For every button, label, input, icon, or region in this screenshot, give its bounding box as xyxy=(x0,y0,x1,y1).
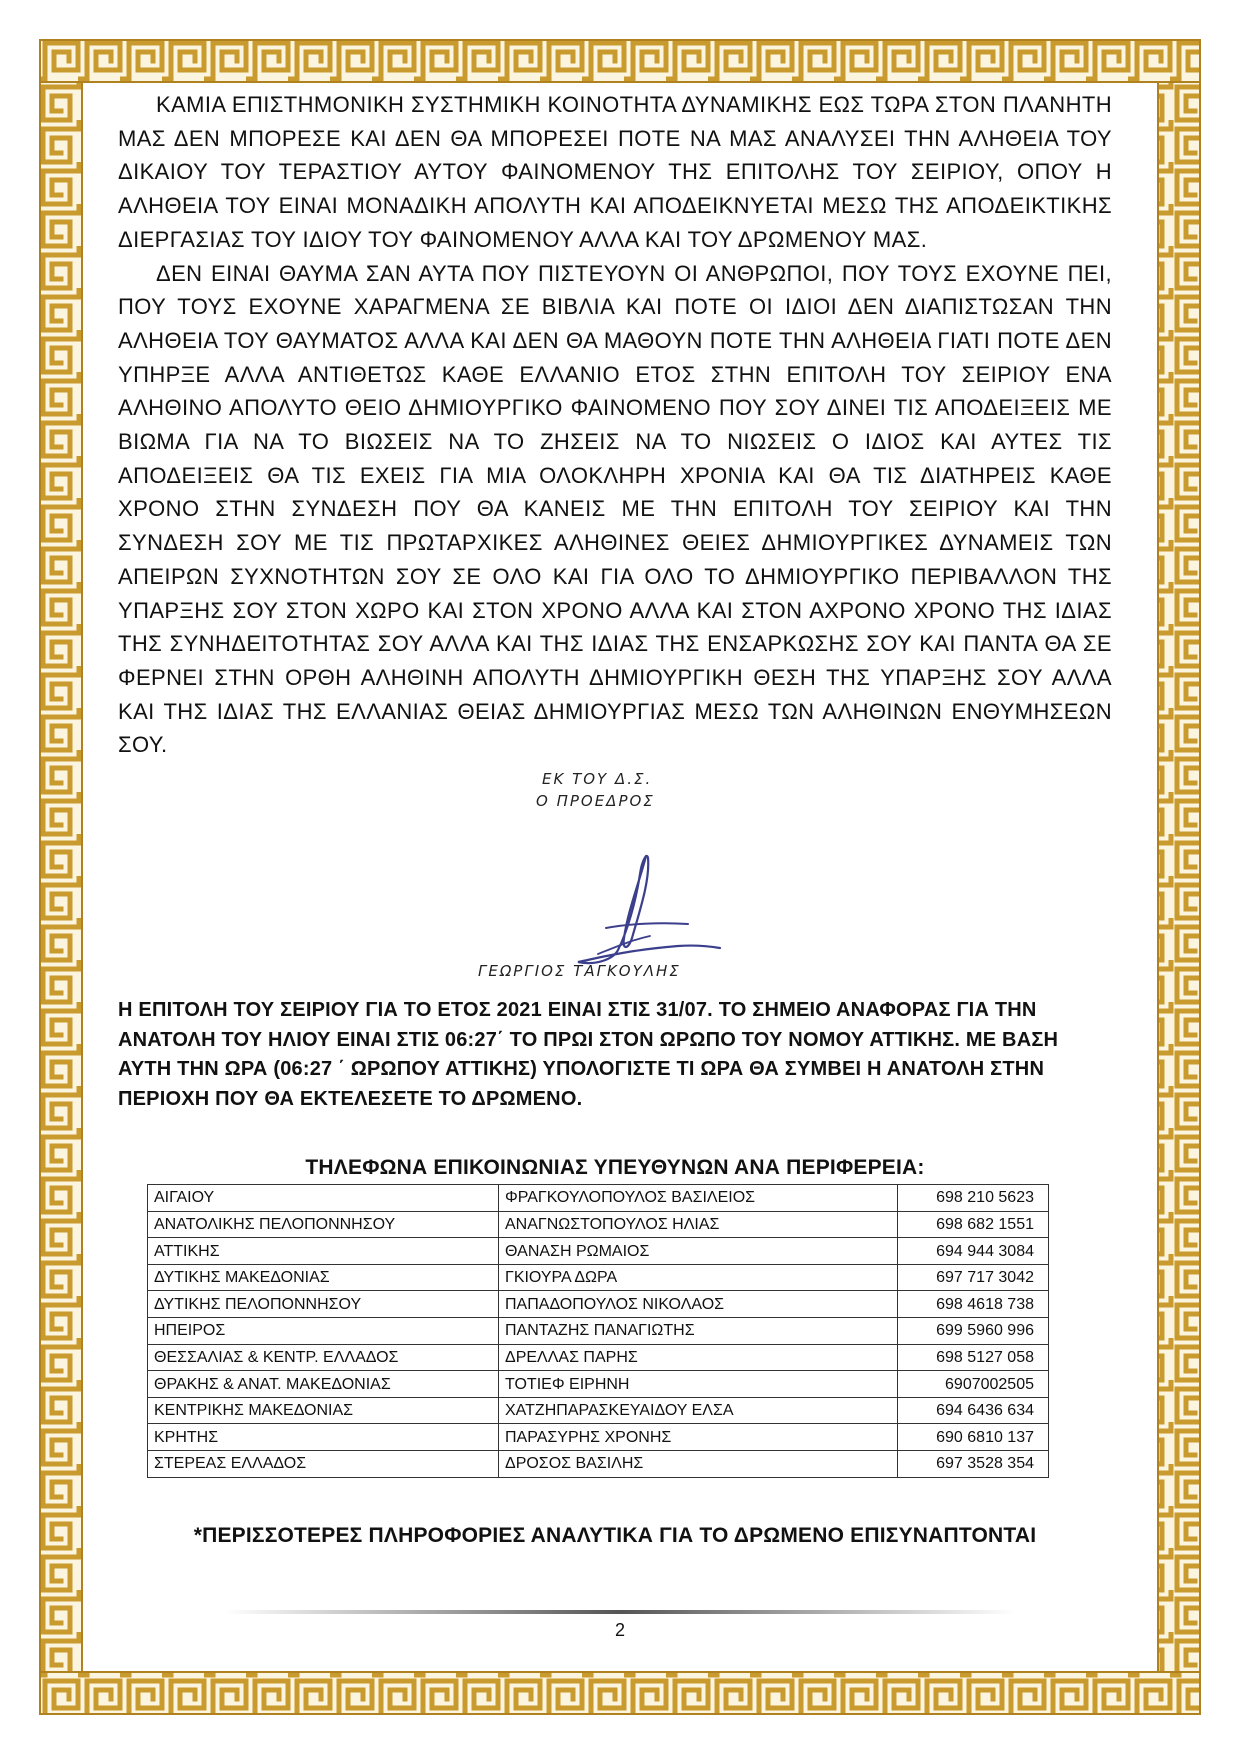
contacts-table-title: ΤΗΛΕΦΩΝΑ ΕΠΙΚΟΙΝΩΝΙΑΣ ΥΠΕΥΘΥΝΩΝ ΑΝΑ ΠΕΡΙΦΕΡΕΙΑ: xyxy=(305,1156,925,1180)
handwritten-signature xyxy=(558,850,728,970)
table-row xyxy=(148,1185,1049,1212)
phone-cell: 698 682 1551 xyxy=(898,1211,1049,1238)
body-paragraph-1: ΚΑΜΙΑ ΕΠΙΣΤΗΜΟΝΙΚΗ ΣΥΣΤΗΜΙΚΗ ΚΟΙΝΟΤΗΤΑ ΔΥΝΑΜΙΚΗΣ ΕΩΣ ΤΩΡΑ ΣΤΟΝ ΠΛΑΝΗΤΗ ΜΑΣ ΔΕΝ ΜΠΟΡΕΣΕ ΚΑΙ ΔΕΝ ΘΑ ΜΠΟΡΕΣΕΙ ΠΟΤΕ ΝΑ ΜΑΣ ΑΝΑΛΥΣΕΙ ΤΗΝ ΑΛΗΘΕΙΑ ΤΟΥ ΔΙΚΑΙΟΥ ΤΟΥ ΤΕΡΑΣΤΙΟΥ ΑΥΤΟΥ ΦΑΙΝΟΜΕΝΟΥ ΤΗΣ ΕΠΙΤΟΛΗΣ ΤΟΥ ΣΕΙΡΙΟΥ, ΟΠΟΥ Η ΑΛΗΘΕΙΑ ΤΟΥ ΕΙΝΑΙ ΜΟΝΑΔΙΚΗ ΑΠΟΛΥΤΗ ΚΑΙ ΑΠΟΔΕΙΚΝΥΕΤΑΙ ΜΕΣΩ ΤΗΣ ΑΠΟΔΕΙΚΤΙΚΗΣ ΔΙΕΡΓΑΣΙΑΣ ΤΟΥ ΙΔΙΟΥ ΤΟΥ ΦΑΙΝΟΜΕΝΟΥ ΑΛΛΑ ΚΑΙ ΤΟΥ ΔΡΩΜΕΝΟΥ ΜΑΣ. xyxy=(118,92,1112,252)
sunrise-notice: Η ΕΠΙΤΟΛΗ ΤΟΥ ΣΕΙΡΙΟΥ ΓΙΑ ΤΟ ΕΤΟΣ 2021 ΕΙΝΑΙ ΣΤΙΣ 31/07. ΤΟ ΣΗΜΕΙΟ ΑΝΑΦΟΡΑΣ ΓΙΑ ΤΗΝ ΑΝΑΤΟΛΗ ΤΟΥ ΗΛΙΟΥ ΕΙΝΑΙ ΣΤΙΣ 06:27΄ ΤΟ ΠΡΩΙ ΣΤΟΝ ΩΡΩΠΟ ΤΟΥ ΝΟΜΟΥ ΑΤΤΙΚΗΣ. ΜΕ ΒΑΣΗ ΑΥΤΗ ΤΗΝ ΩΡΑ (06:27 ΄ ΩΡΩΠΟΥ ΑΤΤΙΚΗΣ) ΥΠΟΛΟΓΙΣΤΕ ΤΙ ΩΡΑ ΘΑ ΣΥΜΒΕΙ Η ΑΝΑΤΟΛΗ ΣΤΗΝ ΠΕΡΙΟΧΗ ΠΟΥ ΘΑ ΕΚΤΕΛΕΣΕΤΕ ΤΟ ΔΡΩΜΕΝΟ. xyxy=(118,999,1059,1110)
person-cell: ΠΑΠΑΔΟΠΟΥΛΟΣ ΝΙΚΟΛΑΟΣ xyxy=(499,1291,898,1318)
person-cell: ΓΚΙΟΥΡΑ ΔΩΡΑ xyxy=(499,1264,898,1291)
table-row xyxy=(148,1371,1049,1398)
person-cell: ΑΝΑΓΝΩΣΤΟΠΟΥΛΟΣ ΗΛΙΑΣ xyxy=(499,1211,898,1238)
table-row xyxy=(148,1424,1049,1451)
person-cell: ΧΑΤΖΗΠΑΡΑΣΚΕΥΑΙΔΟΥ ΕΛΣΑ xyxy=(499,1397,898,1424)
region-cell: ΣΤΕΡΕΑΣ ΕΛΛΑΔΟΣ xyxy=(148,1451,499,1478)
phone-cell: 699 5960 996 xyxy=(898,1318,1049,1345)
person-cell: ΤΟΤΙΕΦ ΕΙΡΗΝΗ xyxy=(499,1371,898,1398)
table-row xyxy=(148,1264,1049,1291)
region-cell: ΘΡΑΚΗΣ & ΑΝΑΤ. ΜΑΚΕΔΟΝΙΑΣ xyxy=(148,1371,499,1398)
signature-name: ΓΕΩΡΓΙΟΣ ΤΑΓΚΟΥΛΗΣ xyxy=(478,962,681,981)
phone-cell: 694 6436 634 xyxy=(898,1397,1049,1424)
footer-divider xyxy=(225,1610,1015,1614)
attachments-footnote: *ΠΕΡΙΣΣΟΤΕΡΕΣ ΠΛΗΡΟΦΟΡΙΕΣ ΑΝΑΛΥΤΙΚΑ ΓΙΑ ΤΟ ΔΡΩΜΕΝΟ ΕΠΙΣΥΝΑΠΤΟΝΤΑΙ xyxy=(193,1523,1037,1547)
region-cell: ΗΠΕΙΡΟΣ xyxy=(148,1318,499,1345)
phone-cell: 697 3528 354 xyxy=(898,1451,1049,1478)
region-cell: ΑΙΓΑΙΟΥ xyxy=(148,1185,499,1212)
phone-cell: 694 944 3084 xyxy=(898,1238,1049,1265)
phone-cell: 698 210 5623 xyxy=(898,1185,1049,1212)
person-cell: ΘΑΝΑΣΗ ΡΩΜΑΙΟΣ xyxy=(499,1238,898,1265)
table-row xyxy=(148,1291,1049,1318)
person-cell: ΔΡΕΛΛΑΣ ΠΑΡΗΣ xyxy=(499,1344,898,1371)
table-row xyxy=(148,1211,1049,1238)
signature-header-line2: Ο ΠΡΟΕΔΡΟΣ xyxy=(536,792,655,811)
signature-block xyxy=(118,762,1112,994)
phone-cell: 698 4618 738 xyxy=(898,1291,1049,1318)
phone-cell: 697 717 3042 xyxy=(898,1264,1049,1291)
page-number: 2 xyxy=(614,1620,625,1640)
region-cell: ΔΥΤΙΚΗΣ ΜΑΚΕΔΟΝΙΑΣ xyxy=(148,1264,499,1291)
person-cell: ΔΡΟΣΟΣ ΒΑΣΙΛΗΣ xyxy=(499,1451,898,1478)
contacts-table xyxy=(147,1184,1049,1478)
phone-cell: 6907002505 xyxy=(898,1371,1049,1398)
body-paragraph-2: ΔΕΝ ΕΙΝΑΙ ΘΑΥΜΑ ΣΑΝ ΑΥΤΑ ΠΟΥ ΠΙΣΤΕΥΟΥΝ ΟΙ ΑΝΘΡΩΠΟΙ, ΠΟΥ ΤΟΥΣ ΕΧΟΥΝΕ ΠΕΙ, ΠΟΥ ΤΟΥΣ ΕΧΟΥΝΕ ΧΑΡΑΓΜΕΝΑ ΣΕ ΒΙΒΛΙΑ ΚΑΙ ΠΟΤΕ ΟΙ ΙΔΙΟΙ ΔΕΝ ΔΙΑΠΙΣΤΩΣΑΝ ΤΗΝ ΑΛΗΘΕΙΑ ΤΟΥ ΘΑΥΜΑΤΟΣ ΑΛΛΑ ΚΑΙ ΔΕΝ ΘΑ ΜΑΘΟΥΝ ΠΟΤΕ ΤΗΝ ΑΛΗΘΕΙΑ ΓΙΑΤΙ ΠΟΤΕ ΔΕΝ ΥΠΗΡΞΕ ΑΛΛΑ ΑΝΤΙΘΕΤΩΣ ΚΑΘΕ ΕΛΛΑΝΙΟ ΕΤΟΣ ΣΤΗΝ ΕΠΙΤΟΛΗ ΤΟΥ ΣΕΙΡΙΟΥ ΕΝΑ ΑΛΗΘΙΝΟ ΑΠΟΛΥΤΟ ΘΕΙΟ ΔΗΜΙΟΥΡΓΙΚΟ ΦΑΙΝΟΜΕΝΟ ΠΟΥ ΣΟΥ ΔΙΝΕΙ ΤΙΣ ΑΠΟΔΕΙΞΕΙΣ ΜΕ ΒΙΩΜΑ ΓΙΑ ΝΑ ΤΟ ΒΙΩΣΕΙΣ ΝΑ ΤΟ ΖΗΣΕΙΣ ΝΑ ΤΟ ΝΙΩΣΕΙΣ Ο ΙΔΙΟΣ ΚΑΙ ΑΥΤΕΣ ΤΙΣ ΑΠΟΔΕΙΞΕΙΣ ΘΑ ΤΙΣ ΕΧΕΙΣ ΓΙΑ ΜΙΑ ΟΛΟΚΛΗΡΗ ΧΡΟΝΙΑ ΚΑΙ ΘΑ ΤΙΣ ΔΙΑΤΗΡΕΙΣ ΚΑΘΕ ΧΡΟΝΟ ΣΤΗΝ ΣΥΝΔΕΣΗ ΠΟΥ ΘΑ ΚΑΝΕΙΣ ΜΕ ΤΗΝ ΕΠΙΤΟΛΗ ΤΟΥ ΣΕΙΡΙΟΥ ΚΑΙ ΤΗΝ ΣΥΝΔΕΣΗ ΣΟΥ ΜΕ ΤΙΣ ΠΡΩΤΑΡΧΙΚΕΣ ΑΛΗΘΙΝΕΣ ΘΕΙΕΣ ΔΗΜΙΟΥΡΓΙΚΕΣ ΔΥΝΑΜΕΙΣ ΤΩΝ ΑΠΕΙΡΩΝ ΣΥΧΝΟΤΗΤΩΝ ΣΟΥ ΣΕ ΟΛΟ ΚΑΙ ΓΙΑ ΟΛΟ ΤΟ ΔΗΜΙΟΥΡΓΙΚΟ ΠΕΡΙΒΑΛΛΟΝ ΤΗΣ ΥΠΑΡΞΗΣ ΣΟΥ ΣΤΟΝ ΧΩΡΟ ΚΑΙ ΣΤΟΝ ΧΡΟΝΟ ΑΛΛΑ ΚΑΙ ΣΤΟΝ ΑΧΡΟΝΟ ΧΡΟΝΟ ΤΗΣ ΙΔΙΑΣ ΤΗΣ ΣΥΝΗΔΕΙΤΟΤΗΤΑΣ ΣΟΥ ΑΛΛΑ ΚΑΙ ΤΗΣ ΙΔΙΑΣ ΤΗΣ ΕΝΣΑΡΚΩΣΗΣ ΣΟΥ ΚΑΙ ΠΑΝΤΑ ΘΑ ΣΕ ΦΕΡΝΕΙ ΣΤΗΝ ΟΡΘΗ ΑΛΗΘΙΝΗ ΑΠΟΛΥΤΗ ΔΗΜΙΟΥΡΓΙΚΗ ΘΕΣΗ ΤΗΣ ΥΠΑΡΞΗΣ ΣΟΥ ΑΛΛΑ ΚΑΙ ΤΗΣ ΙΔΙΑΣ ΤΗΣ ΕΛΛΑΝΙΑΣ ΘΕΙΑΣ ΔΗΜΙΟΥΡΓΙΑΣ ΜΕΣΩ ΤΩΝ ΑΛΗΘΙΝΩΝ ΕΝΘΥΜΗΣΕΩΝ ΣΟΥ. xyxy=(118,260,1112,758)
region-cell: ΘΕΣΣΑΛΙΑΣ & ΚΕΝΤΡ. ΕΛΛΑΔΟΣ xyxy=(148,1344,499,1371)
person-cell: ΦΡΑΓΚΟΥΛΟΠΟΥΛΟΣ ΒΑΣΙΛΕΙΟΣ xyxy=(499,1185,898,1212)
page-content xyxy=(118,88,1112,1548)
person-cell: ΠΑΡΑΣΥΡΗΣ ΧΡΟΝΗΣ xyxy=(499,1424,898,1451)
person-cell: ΠΑΝΤΑΖΗΣ ΠΑΝΑΓΙΩΤΗΣ xyxy=(499,1318,898,1345)
signature-header-line1: ΕΚ ΤΟΥ Δ.Σ. xyxy=(542,770,653,789)
table-row xyxy=(148,1397,1049,1424)
table-row xyxy=(148,1451,1049,1478)
table-row xyxy=(148,1238,1049,1265)
table-row xyxy=(148,1344,1049,1371)
table-row xyxy=(148,1318,1049,1345)
region-cell: ΑΤΤΙΚΗΣ xyxy=(148,1238,499,1265)
region-cell: ΚΕΝΤΡΙΚΗΣ ΜΑΚΕΔΟΝΙΑΣ xyxy=(148,1397,499,1424)
region-cell: ΚΡΗΤΗΣ xyxy=(148,1424,499,1451)
phone-cell: 690 6810 137 xyxy=(898,1424,1049,1451)
phone-cell: 698 5127 058 xyxy=(898,1344,1049,1371)
region-cell: ΑΝΑΤΟΛΙΚΗΣ ΠΕΛΟΠΟΝΝΗΣΟΥ xyxy=(148,1211,499,1238)
region-cell: ΔΥΤΙΚΗΣ ΠΕΛΟΠΟΝΝΗΣΟΥ xyxy=(148,1291,499,1318)
